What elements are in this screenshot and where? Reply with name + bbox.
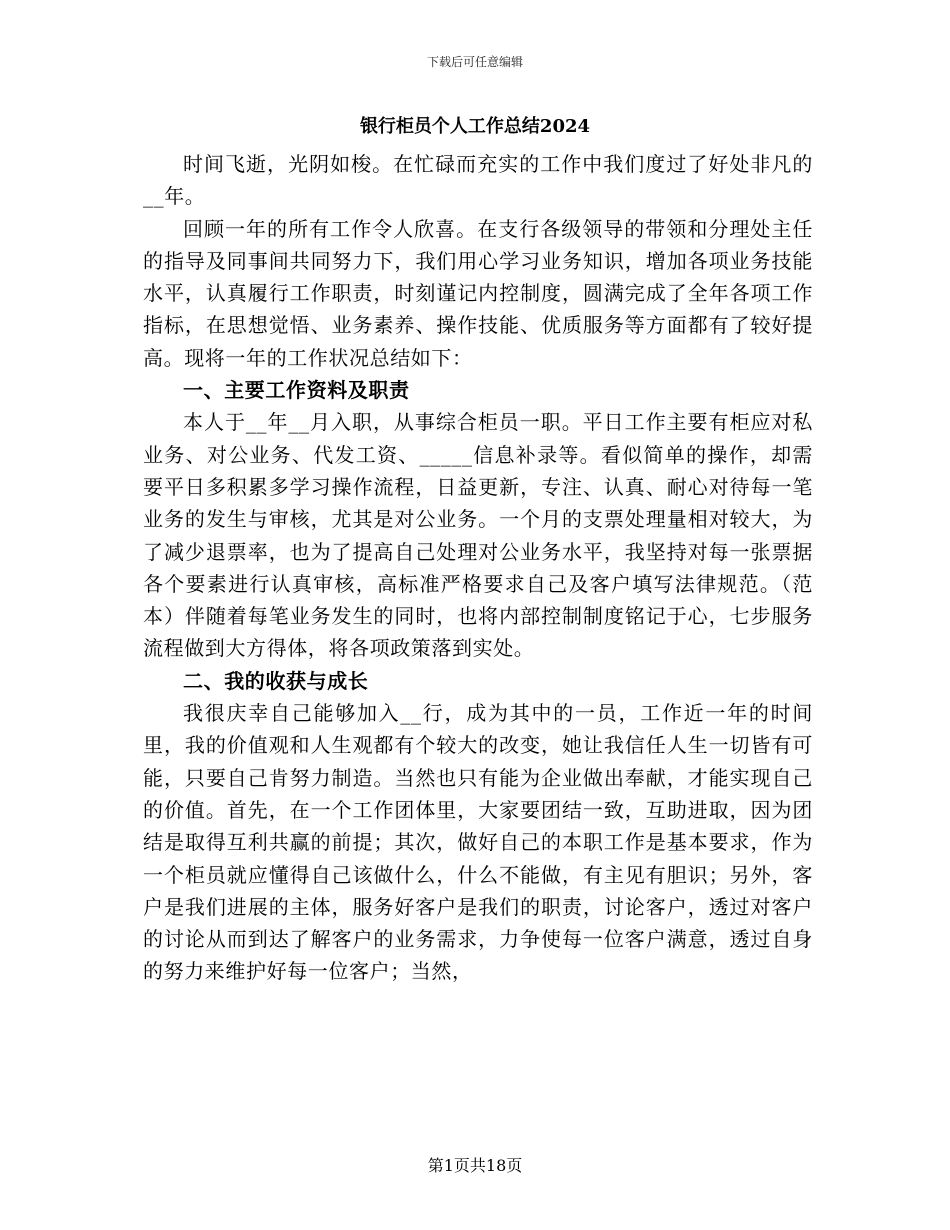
document-title: 银行柜员个人工作总结2024 (359, 116, 591, 137)
paragraph-duties: 本人于__年__月入职，从事综合柜员一职。平日工作主要有柜应对私业务、对公业务、代发工资、_____信息补录等。看似简单的操作，却需要平日多积累多学习操作流程，日益更新，专注、认真、耐心对待每一笔业务的发生与审核，尤其是对公业务。一个月的支票处理量相对较大，为了减少退票率，也为了提高自己处理对公业务水平，我坚持对每一张票据各个要素进行认真审核，高标准严格要求自己及客户填写法律规范。（范本）伴随着每笔业务发生的同时，也将内部控制制度铭记于心，七步服务流程做到大方得体，将各项政策落到实处。 (143, 410, 813, 661)
header-note: 下载后可任意编辑 (426, 55, 523, 69)
section-heading-duties: 一、主要工作资料及职责 (183, 378, 410, 403)
paragraph-growth: 我很庆幸自己能够加入__行，成为其中的一员，工作近一年的时间里，我的价值观和人生观都有个较大的改变，她让我信任人生一切皆有可能，只要自己肯努力制造。当然也只有能为企业做出奉献，才能实现自己的价值。首先，在一个工作团体里，大家要团结一致，互助进取，因为团结是取得互利共赢的前提；其次，做好自己的本职工作是基本要求，作为一个柜员就应懂得自己该做什么，什么不能做，有主见有胆识；另外，客户是我们进展的主体，服务好客户是我们的职责，讨论客户，透过对客户的讨论从而到达了解客户的业务需求，力争使每一位客户满意，透过自身的努力来维护好每一位客户；当然， (143, 701, 813, 984)
paragraph-intro: 时间飞逝，光阴如梭。在忙碌而充实的工作中我们度过了好处非凡的__年。 (143, 152, 813, 209)
paragraph-review: 回顾一年的所有工作令人欣喜。在支行各级领导的带领和分理处主任的指导及同事间共同努力下，我们用心学习业务知识，增加各项业务技能水平，认真履行工作职责，时刻谨记内控制度，圆满完成了全年各项工作指标，在思想觉悟、业务素养、操作技能、优质服务等方面都有了较好提高。现将一年的工作状况总结如下： (143, 216, 813, 370)
document-body (143, 148, 813, 988)
section-heading-growth: 二、我的收获与成长 (183, 668, 369, 693)
page-footer: 第1页共18页 (427, 1156, 523, 1175)
